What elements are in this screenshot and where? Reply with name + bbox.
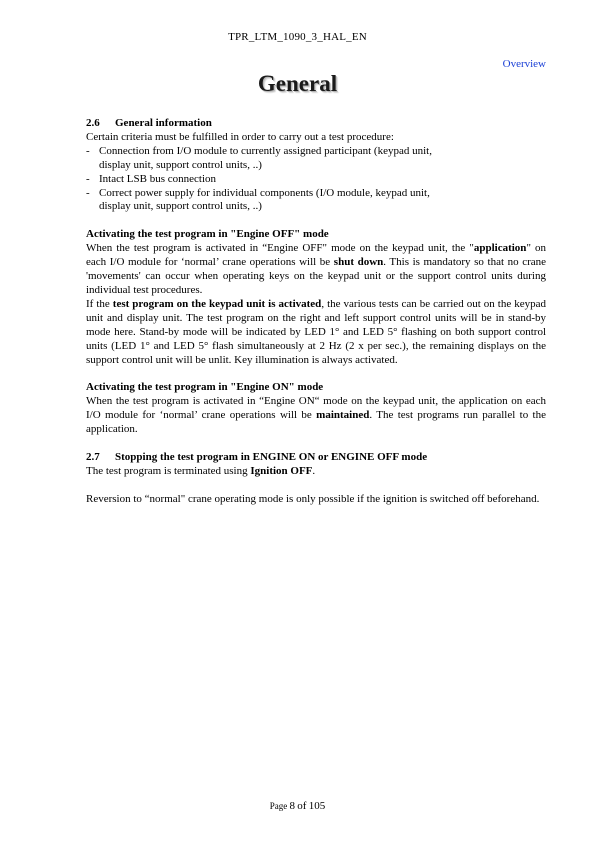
text-run: The test program is terminated using [86,464,251,477]
section-title: Stopping the test program in ENGINE ON or ENGINE OFF mode [115,451,428,464]
list-item-line: display unit, support control units, ..) [99,158,262,171]
engine-on-paragraph [86,395,546,437]
section-number: 2.6 [86,117,100,129]
text-run: When the test program is activated in “Engine ON“ mode on the keypad unit, the application on each I/O module for ‘normal’ crane operations will be [86,395,546,422]
list-dash: - [86,186,90,199]
page-title: General [257,71,338,96]
criteria-list [86,145,546,215]
bold-text: maintained [316,409,370,422]
list-dash: - [86,172,90,185]
section-title: General information [115,117,212,129]
bold-text: application [473,242,527,255]
text-run: . The test programs run parallel to the application. [86,409,546,436]
page-word: Page [269,801,288,811]
engine-off-heading: Activating the test program in "Engine OFF" mode [86,228,329,241]
list-item-line: Correct power supply for individual components (I/O module, keypad unit, [99,186,430,199]
page-footer [0,800,595,812]
bold-text: test program on the keypad unit is activated [112,297,322,310]
list-item [86,187,546,215]
text-run: If the [86,297,113,310]
section-2-7-heading [86,451,546,465]
page-content [86,117,546,507]
engine-off-paragraph-1 [86,242,546,298]
list-item-line: Connection from I/O module to currently assigned participant (keypad unit, [99,144,432,157]
text-run: " on each I/O module for ‘normal’ crane operations will be [86,242,546,269]
engine-on-heading: Activating the test program in "Engine ON" mode [86,381,324,394]
document-id-header: TPR_LTM_1090_3_HAL_EN [228,31,367,43]
bold-text: Ignition OFF [250,464,313,477]
criteria-intro: Certain criteria must be fulfilled in order to carry out a test procedure: [86,130,394,143]
text-run: . This is mandatory so that no crane 'movements' can occur when operating keys on the keypad unit or the support control units during individual test procedures. [86,256,547,296]
section-2-6-heading [86,117,546,131]
engine-off-paragraph-2 [86,298,546,368]
text-run: , the various tests can be carried out on the keypad unit and display unit. The test program on the right and left support control units will be in stand-by mode here. Stand-by mode will be indicated by LED 1° and LED 5° flashing on both support control units (LED 1° and LED 5° flash simultaneously at 2 Hz (2 x per sec.), the remaining displays on the support control unit will be unlit. Key illumination is always activated. [86,297,547,366]
list-item-line: display unit, support control units, ..) [99,200,262,213]
total-pages: 105 [308,800,326,812]
page-number: 8 [289,800,296,812]
text-run: . [312,464,316,477]
termination-paragraph [86,465,546,479]
reversion-paragraph: Reversion to “normal" crane operating mode is only possible if the ignition is switched off beforehand. [86,492,540,505]
overview-link[interactable]: Overview [502,58,546,70]
list-dash: - [86,144,90,157]
list-item-line: Intact LSB bus connection [99,172,217,185]
of-word: of [297,800,307,812]
list-item [86,145,546,173]
bold-text: shut down [333,256,384,269]
list-item [86,173,546,187]
section-number: 2.7 [86,451,100,464]
text-run: When the test program is activated in “Engine OFF" mode on the keypad unit, the " [86,242,474,255]
